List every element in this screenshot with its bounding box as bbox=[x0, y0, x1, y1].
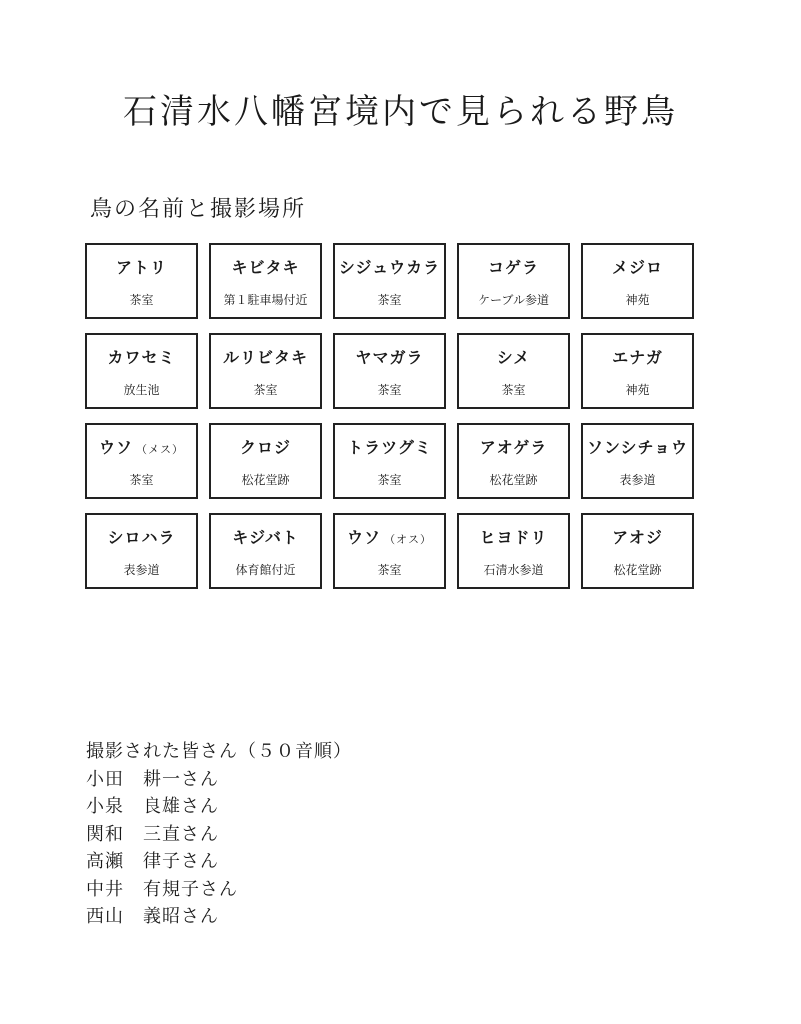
bird-name bbox=[107, 345, 175, 368]
bird-photo-location: 茶室 bbox=[253, 383, 278, 397]
bird-photo-location: 茶室 bbox=[377, 293, 402, 307]
bird-grid bbox=[85, 243, 695, 589]
bird-name bbox=[231, 255, 299, 278]
bird-card bbox=[209, 423, 322, 499]
photographer-name: 西山 義昭さん bbox=[86, 906, 219, 927]
bird-name bbox=[347, 525, 432, 548]
bird-name-text: クロジ bbox=[239, 438, 291, 457]
page-title: 石清水八幡宮境内で見られる野鳥 bbox=[123, 92, 678, 132]
bird-name-text: アオジ bbox=[612, 528, 663, 547]
bird-card bbox=[333, 333, 446, 409]
bird-name bbox=[223, 345, 308, 368]
bird-name bbox=[479, 525, 547, 548]
bird-photo-location: 茶室 bbox=[129, 473, 154, 487]
bird-photo-location: 茶室 bbox=[377, 473, 402, 487]
bird-card bbox=[209, 513, 322, 589]
bird-card bbox=[581, 333, 694, 409]
bird-name bbox=[240, 435, 291, 458]
bird-name-text: キジバト bbox=[232, 528, 299, 547]
bird-name bbox=[99, 435, 184, 458]
bird-name-text: ヤマガラ bbox=[355, 348, 424, 367]
bird-name bbox=[116, 255, 167, 278]
bird-photo-location: 茶室 bbox=[377, 383, 402, 397]
bird-card bbox=[457, 333, 570, 409]
bird-name-text: シジュウカラ bbox=[338, 258, 441, 277]
photographer-credits bbox=[86, 738, 352, 931]
bird-card bbox=[457, 243, 570, 319]
bird-sex-label: （メス） bbox=[136, 443, 184, 456]
bird-name bbox=[587, 435, 688, 458]
bird-card bbox=[581, 513, 694, 589]
bird-card bbox=[209, 333, 322, 409]
bird-card bbox=[333, 243, 446, 319]
bird-photo-location: 体育館付近 bbox=[235, 563, 296, 577]
bird-name-text: ヒヨドリ bbox=[479, 528, 548, 547]
credits-heading: 撮影された皆さん（５０音順） bbox=[86, 741, 352, 762]
bird-name-text: メジロ bbox=[611, 258, 663, 277]
bird-photo-location: 表参道 bbox=[123, 563, 160, 577]
bird-photo-location: 茶室 bbox=[129, 293, 154, 307]
bird-name-text: ルリビタキ bbox=[222, 348, 308, 367]
bird-name bbox=[488, 255, 539, 278]
bird-sex-label: （オス） bbox=[384, 533, 432, 546]
bird-name-text: シロハラ bbox=[107, 528, 176, 547]
bird-photo-location: 表参道 bbox=[619, 473, 656, 487]
bird-name-text: ウソ bbox=[347, 528, 382, 547]
section-subtitle: 鳥の名前と撮影場所 bbox=[90, 197, 307, 222]
bird-photo-location: 茶室 bbox=[501, 383, 526, 397]
bird-name bbox=[612, 255, 663, 278]
bird-name bbox=[107, 525, 175, 548]
bird-photo-location: 松花堂跡 bbox=[241, 473, 290, 487]
photographer-list bbox=[86, 766, 352, 931]
photographer-name: 中井 有規子さん bbox=[86, 878, 238, 900]
bird-photo-location: 放生池 bbox=[123, 383, 160, 397]
bird-name bbox=[480, 435, 548, 458]
bird-card bbox=[581, 243, 694, 319]
bird-card bbox=[457, 513, 570, 589]
bird-photo-location: 神苑 bbox=[625, 383, 650, 397]
photographer-name: 小泉 良雄さん bbox=[86, 796, 219, 817]
bird-photo-location: 松花堂跡 bbox=[489, 473, 538, 487]
bird-name bbox=[339, 255, 440, 278]
bird-name bbox=[355, 345, 423, 368]
bird-photo-location: 茶室 bbox=[377, 563, 402, 577]
bird-photo-location: ケーブル参道 bbox=[478, 293, 549, 307]
photographer-name: 高瀬 律子さん bbox=[86, 851, 219, 872]
bird-card bbox=[209, 243, 322, 319]
bird-name bbox=[232, 525, 298, 548]
bird-photo-location: 石清水参道 bbox=[483, 563, 544, 577]
bird-name bbox=[497, 345, 531, 368]
bird-name-text: キビタキ bbox=[231, 258, 300, 277]
bird-name-text: コゲラ bbox=[487, 258, 539, 277]
bird-name bbox=[612, 345, 663, 368]
bird-name-text: ソンシチョウ bbox=[586, 438, 689, 457]
bird-card bbox=[333, 513, 446, 589]
bird-name-text: エナガ bbox=[612, 348, 663, 367]
bird-card bbox=[581, 423, 694, 499]
bird-card bbox=[333, 423, 446, 499]
bird-name-text: シメ bbox=[496, 348, 531, 367]
bird-name bbox=[347, 435, 432, 458]
bird-name bbox=[612, 525, 663, 548]
photographer-name: 関和 三直さん bbox=[86, 823, 219, 845]
bird-card bbox=[85, 513, 198, 589]
bird-photo-location: 松花堂跡 bbox=[613, 563, 662, 577]
bird-name-text: トラツグミ bbox=[347, 438, 432, 457]
bird-card bbox=[85, 423, 198, 499]
bird-card bbox=[457, 423, 570, 499]
bird-photo-location: 神苑 bbox=[625, 293, 650, 307]
photographer-name: 小田 耕一さん bbox=[86, 768, 219, 790]
bird-name-text: アオゲラ bbox=[479, 438, 548, 457]
bird-name-text: アトリ bbox=[115, 258, 167, 277]
bird-name-text: ウソ bbox=[98, 438, 133, 457]
bird-name-text: カワセミ bbox=[107, 348, 176, 367]
bird-card bbox=[85, 243, 198, 319]
bird-card bbox=[85, 333, 198, 409]
bird-photo-location: 第１駐車場付近 bbox=[223, 293, 308, 307]
